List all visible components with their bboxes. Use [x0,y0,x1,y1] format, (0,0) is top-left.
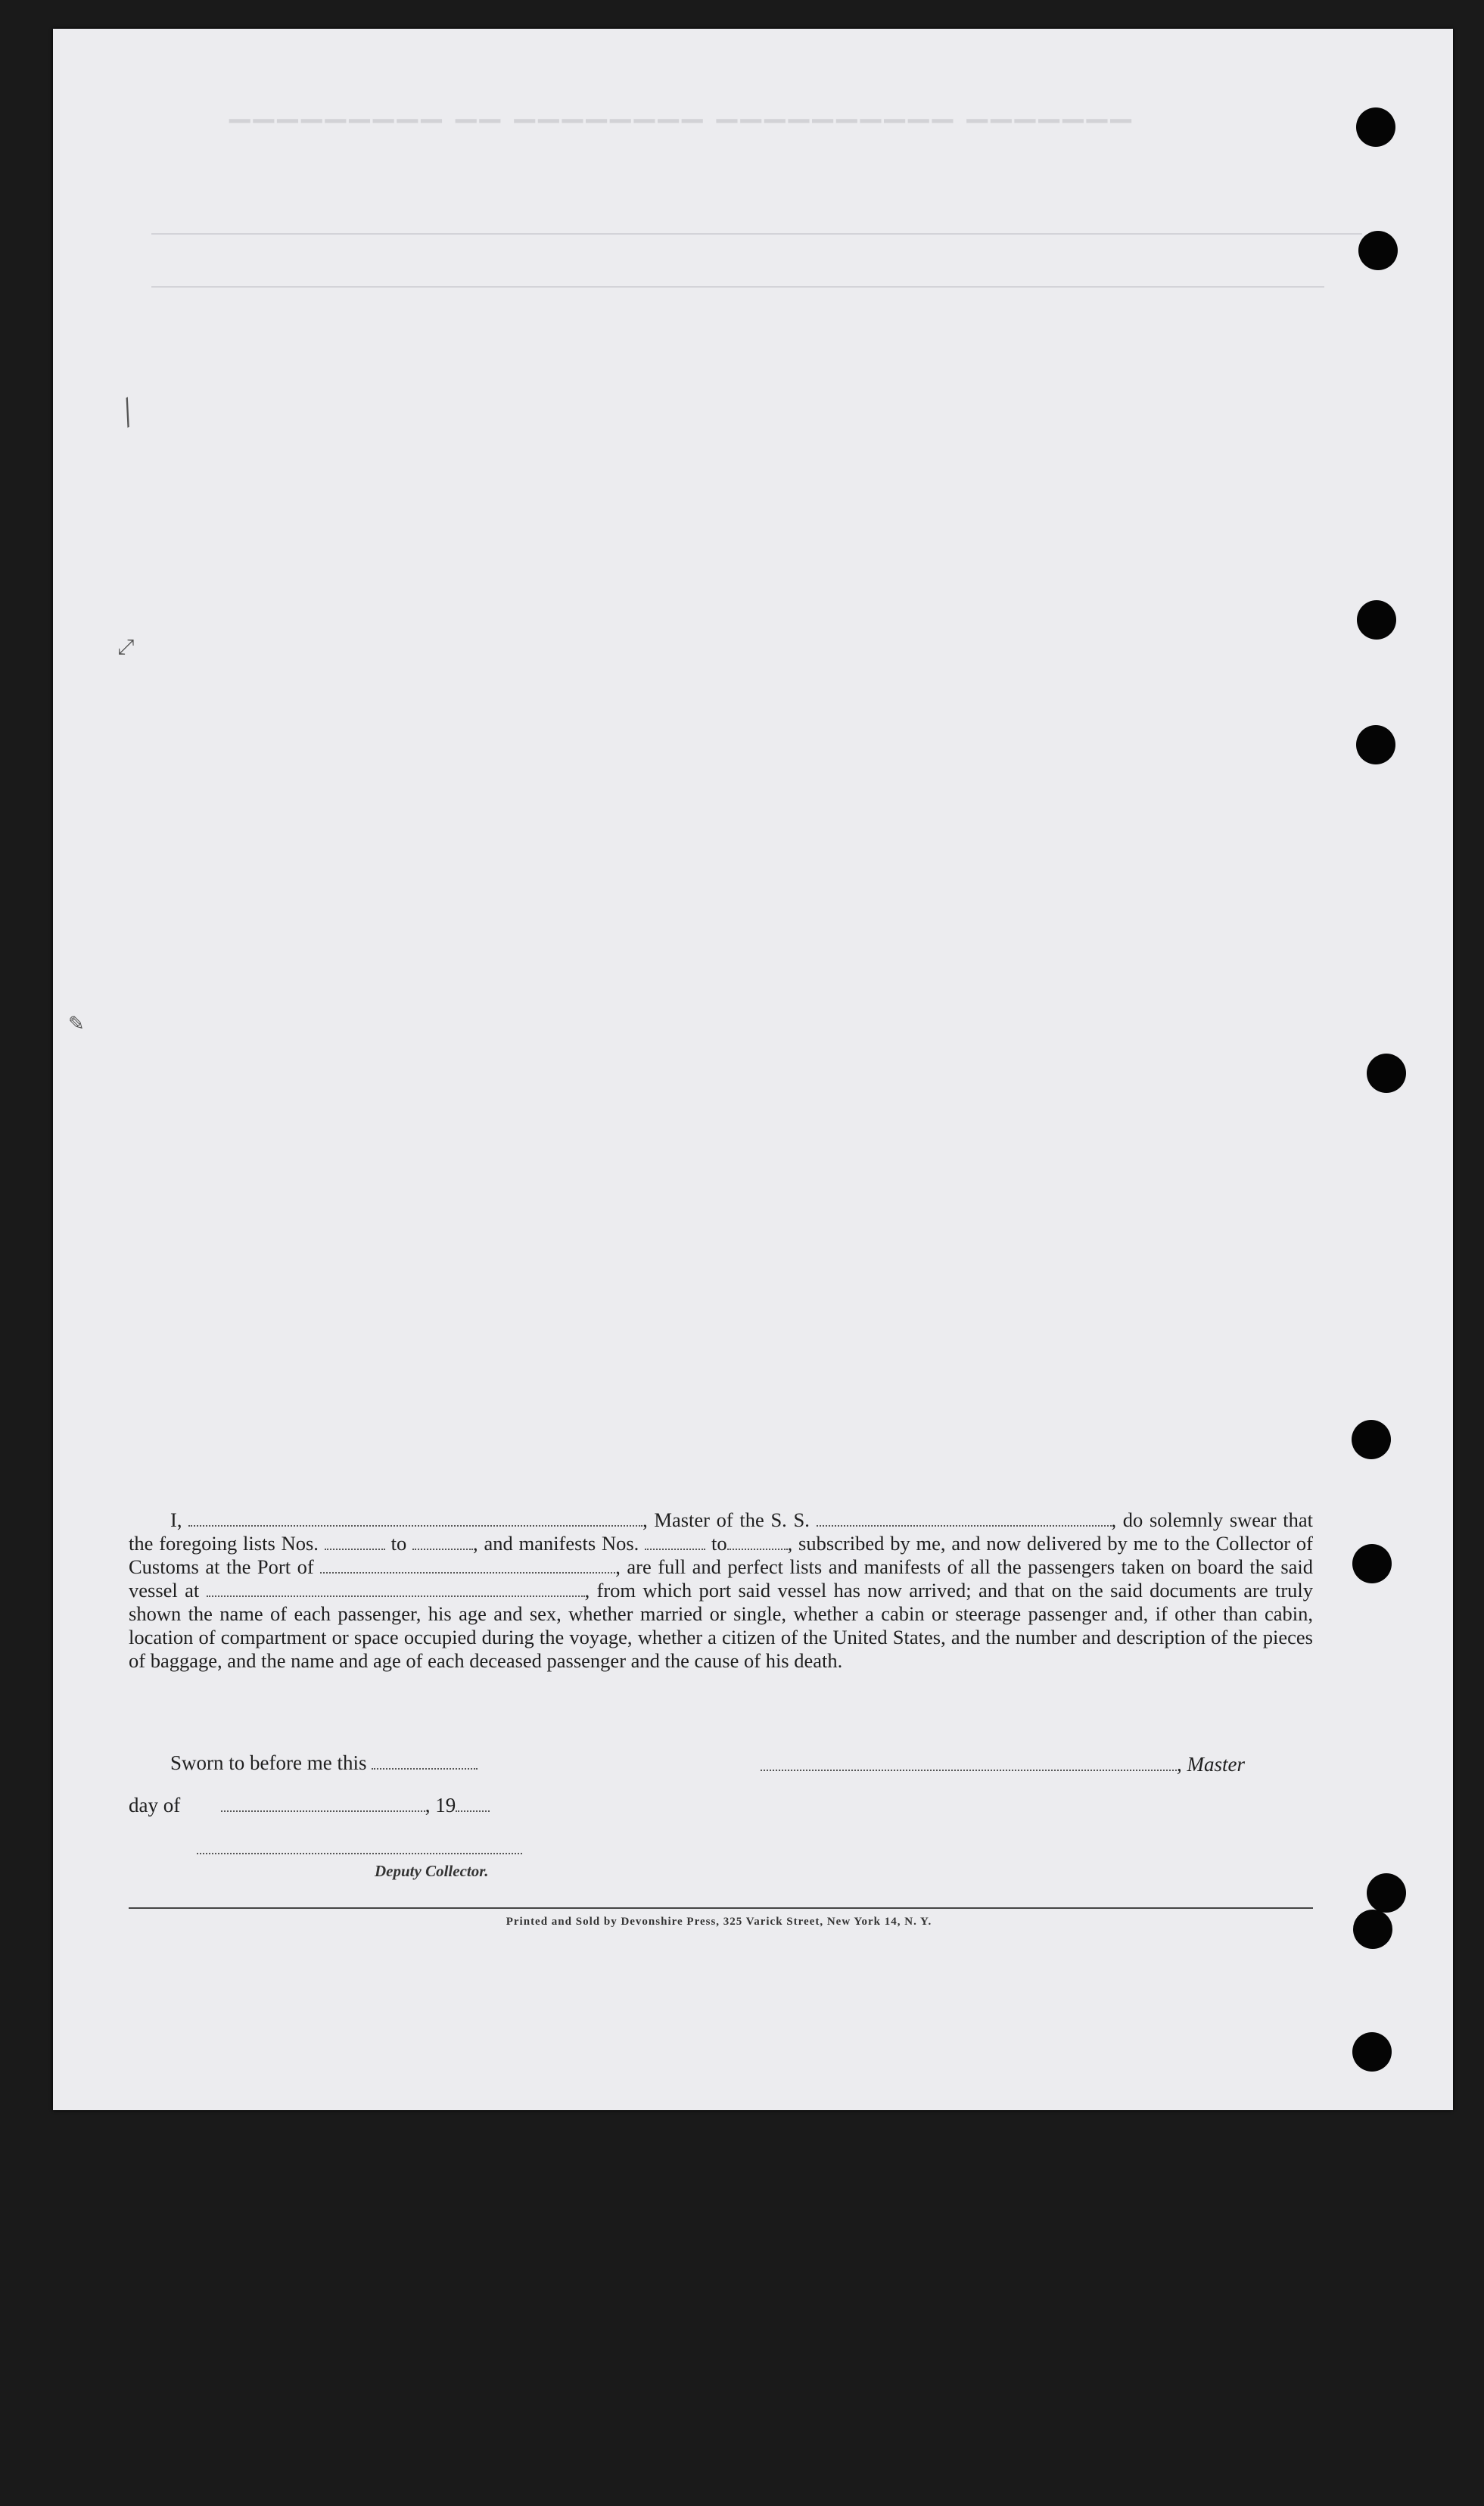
oath-manifests-all: manifests of all the passengers taken on board the said vessel at [129,1555,1314,1602]
oath-master-of: , Master of the S. S. [642,1508,810,1531]
faded-rule [151,233,1362,235]
footer-rule [129,1907,1313,1909]
oath-manifests: , and manifests Nos. [473,1532,639,1555]
lists-from-field [325,1533,385,1550]
deputy-collector-label: Deputy Collector. [375,1862,489,1880]
year-label: , 19 [425,1794,456,1816]
ship-name-field [817,1510,1112,1527]
margin-ink-mark: ✎ [68,1013,85,1035]
embarkation-port-field [207,1580,585,1597]
manifests-to-field [727,1533,788,1550]
date-line [129,1794,490,1817]
punch-hole [1352,2032,1392,2072]
manifests-from-field [645,1533,705,1550]
oath-from-which: , from which [584,1579,692,1602]
punch-hole [1356,107,1395,147]
punch-hole [1358,231,1398,270]
oath-do-solemnly: , do solemnly [1111,1508,1224,1531]
month-field [221,1795,425,1812]
manifest-page [53,29,1453,2110]
punch-hole [1353,1910,1392,1949]
oath-open: I, [170,1508,182,1531]
printer-imprint: Printed and Sold by Devonshire Press, 325 Varick Street, New York 14, N. Y. [506,1916,932,1928]
master-oath [129,1508,1313,1673]
faded-bleedthrough-header: ▁▁▁▁▁▁▁▁▁ ▁▁ ▁▁▁▁▁▁▁▁ ▁▁▁▁▁▁▁▁▁▁ ▁▁▁▁▁▁▁ [229,94,1135,123]
oath-body: port said vessel has now arrived; and that on the said documents are truly shown the name of each passenger, his age and sex, whether married or single, whether a cabin or steerage passenger and, if other than cabin, location of compartment or space occupied during the voyage, whether a citizen of the United States, and the number and description of the pieces of baggage, and the name and age of each deceased passenger and the cause of his death. [129,1579,1314,1672]
punch-hole [1352,1420,1391,1459]
sworn-day-field [372,1753,478,1770]
punch-hole [1367,1873,1406,1913]
sworn-before-label: Sworn to before me this [170,1751,367,1774]
sworn-line [170,1751,478,1775]
year-field [456,1795,490,1812]
faded-rule [151,286,1324,288]
margin-pencil-mark: ⤢ [117,634,135,659]
master-label: , Master [1177,1753,1245,1776]
oath-delivered: delivered by me to the Collector of Customs at the Port of [129,1532,1314,1578]
master-signature-field [761,1754,1177,1771]
day-of-label: day of [129,1794,181,1816]
oath-to-2: to [711,1532,727,1555]
oath-subscribed: , subscribed by me, and now [787,1532,1022,1555]
port-field [320,1557,615,1574]
deputy-signature-field [197,1838,522,1854]
punch-hole [1367,1054,1406,1093]
margin-pencil-mark: ╱ [115,397,141,428]
punch-hole [1357,600,1396,640]
master-signature-line [761,1753,1245,1776]
punch-hole [1356,725,1395,764]
punch-hole [1352,1544,1392,1583]
lists-to-field [412,1533,473,1550]
oath-to-1: to [390,1532,407,1555]
oath-swear: swear that the foregoing lists Nos. [129,1508,1314,1555]
oath-full-perfect: , are full and perfect lists and [615,1555,858,1578]
master-name-field [188,1510,642,1527]
